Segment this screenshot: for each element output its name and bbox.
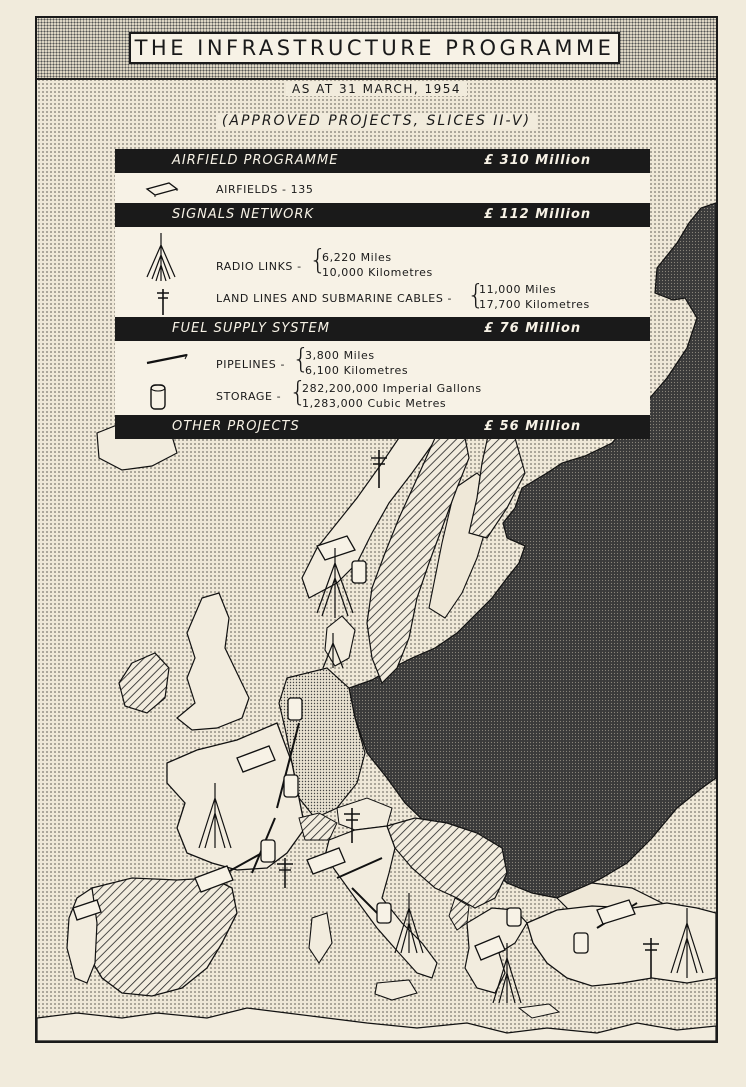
- signals-amount: £ 112 Million: [484, 207, 592, 222]
- storage-brace: {: [289, 375, 307, 408]
- switzerland: [299, 813, 337, 840]
- land-km: 17,700 Kilometres: [479, 298, 590, 311]
- note-text: (APPROVED PROJECTS, SLICES II-V): [216, 113, 537, 129]
- great-britain: [177, 593, 249, 730]
- telegraph-pole-icon: [155, 287, 171, 317]
- airfields-count: AIRFIELDS - 135: [216, 183, 314, 196]
- crete: [519, 1004, 559, 1018]
- land-miles: 11,000 Miles: [479, 283, 557, 296]
- radio-miles: 6,220 Miles: [322, 251, 392, 264]
- land-brace: {: [467, 278, 485, 311]
- radio-brace: {: [309, 243, 327, 276]
- radio-mast-icon: [143, 231, 179, 283]
- airfield-heading: AIRFIELD PROGRAMME: [172, 153, 339, 168]
- land-lines-label: LAND LINES AND SUBMARINE CABLES -: [216, 292, 453, 305]
- ireland: [119, 653, 169, 713]
- fuel-bar: [115, 317, 650, 341]
- map-frame: [35, 16, 718, 1043]
- denmark: [325, 616, 355, 666]
- pipelines-brace: {: [292, 342, 310, 375]
- page-title: THE INFRASTRUCTURE PROGRAMME: [129, 32, 620, 64]
- signals-heading: SIGNALS NETWORK: [172, 207, 314, 222]
- other-heading: OTHER PROJECTS: [172, 419, 300, 434]
- airfield-bar: [115, 149, 650, 173]
- date-text: AS AT 31 MARCH, 1954: [286, 82, 467, 96]
- pipelines-miles: 3,800 Miles: [305, 349, 375, 362]
- storage-cubic: 1,283,000 Cubic Metres: [302, 397, 447, 410]
- legend-panel: [115, 149, 650, 434]
- airfield-icon: [143, 181, 183, 197]
- title-band: [37, 18, 716, 80]
- pipelines-label: PIPELINES -: [216, 358, 286, 371]
- note-line: [37, 113, 716, 129]
- storage-gallons: 282,200,000 Imperial Gallons: [302, 382, 482, 395]
- radio-km: 10,000 Kilometres: [322, 266, 433, 279]
- other-amount: £ 56 Million: [484, 419, 582, 434]
- north-africa: [37, 1008, 716, 1041]
- airfield-amount: £ 310 Million: [484, 153, 592, 168]
- storage-label: STORAGE -: [216, 390, 282, 403]
- sicily: [375, 980, 417, 1000]
- pipeline-icon: [145, 353, 189, 367]
- other-bar: [115, 415, 650, 439]
- fuel-amount: £ 76 Million: [484, 321, 582, 336]
- spain: [85, 878, 237, 996]
- date-line: [37, 82, 716, 96]
- signals-bar: [115, 203, 650, 227]
- radio-links-label: RADIO LINKS -: [216, 260, 302, 273]
- fuel-heading: FUEL SUPPLY SYSTEM: [172, 321, 330, 336]
- sardinia: [309, 913, 332, 963]
- storage-tank-icon: [149, 383, 167, 411]
- pipelines-km: 6,100 Kilometres: [305, 364, 409, 377]
